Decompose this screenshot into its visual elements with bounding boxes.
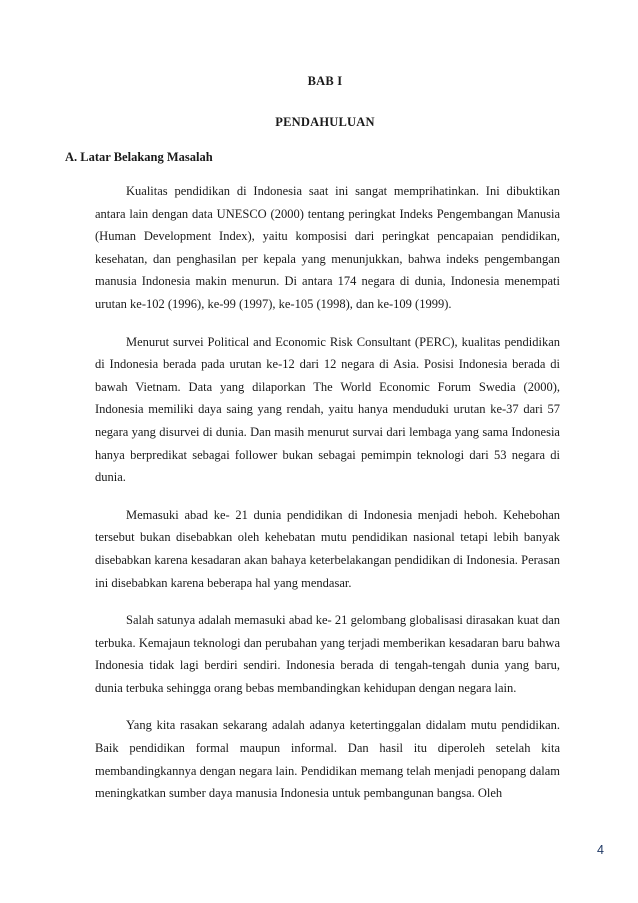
paragraph: Menurut survei Political and Economic Risk Consultant (PERC), kualitas pendidikan di Indonesia berada pada urutan ke-12 dari 12 negara di Asia. Posisi Indonesia berada di bawah Vietnam. Data yang dilaporkan The World Economic Forum Swedia (2000), Indonesia memiliki daya saing yang rendah, yaitu hanya menduduki urutan ke-37 dari 57 negara yang disurvei di dunia. Dan masih menurut survai dari lembaga yang sama Indonesia hanya berpredikat sebagai follower bukan sebagai pemimpin teknologi dari 53 negara di dunia. — [95, 334, 560, 485]
page-number: 4 — [597, 843, 604, 857]
section-heading: A. Latar Belakang Masalah — [65, 150, 213, 164]
paragraph: Salah satunya adalah memasuki abad ke- 21 gelombang globalisasi dirasakan kuat dan terbuka. Kemajaun teknologi dan perubahan yang terjadi memberikan kesadaran baru bahwa Indonesia tidak lagi berdiri sendiri. Indonesia berada di tengah-tengah dunia yang baru, dunia terbuka sehingga orang bebas membandingkan kehidupan dengan negara lain. — [95, 613, 560, 695]
paragraph: Yang kita rasakan sekarang adalah adanya ketertinggalan didalam mutu pendidikan. Baik pendidikan formal maupun informal. Dan hasil itu diperoleh setelah kita membandingkannya dengan negara lain. Pendidikan memang telah menjadi penopang dalam meningkatkan sumber daya manusia Indonesia untuk pembangunan bangsa. Oleh — [95, 718, 560, 801]
paragraph: Memasuki abad ke- 21 dunia pendidikan di Indonesia menjadi heboh. Kehebohan tersebut bukan disebabkan oleh kehebatan mutu pendidikan nasional tetapi lebih banyak disebabkan karena kesadaran akan bahaya keterbelakangan pendidikan di Indonesia. Perasan ini disebabkan karena beberapa hal yang mendasar. — [95, 507, 560, 590]
chapter-number: BAB I — [307, 74, 343, 88]
chapter-title: PENDAHULUAN — [275, 115, 375, 129]
paragraph: Kualitas pendidikan di Indonesia saat ini sangat memprihatinkan. Ini dibuktikan antara lain dengan data UNESCO (2000) tentang peringkat Indeks Pengembangan Manusia (Human Development Index), yaitu komposisi dari peringkat pencapaian pendidikan, kesehatan, dan penghasilan per kepala yang menunjukkan, bahwa indeks pengembangan manusia Indonesia makin menurun. Di antara 174 negara di dunia, Indonesia menempati urutan ke-102 (1996), ke-99 (1997), ke-105 (1998), dan ke-109 (1999). — [95, 184, 560, 311]
body-text — [95, 180, 560, 820]
